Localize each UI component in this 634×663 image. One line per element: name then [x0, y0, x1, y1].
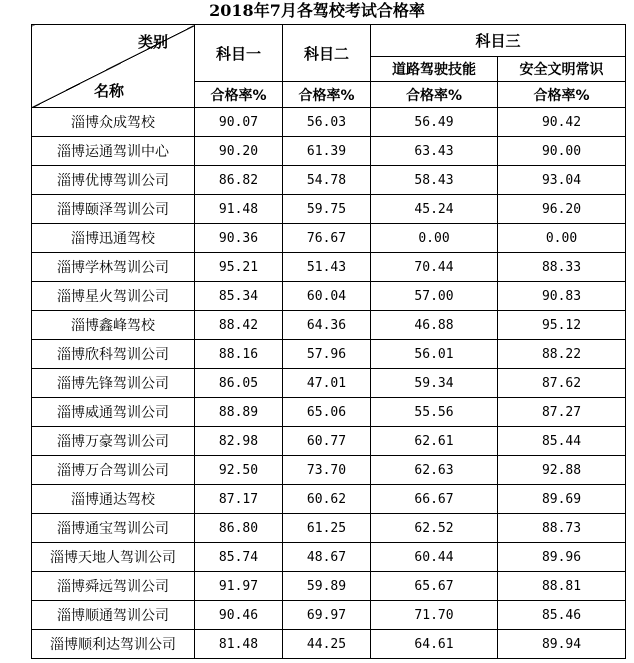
- school-name-cell: 淄博众成驾校: [32, 108, 195, 137]
- subject2-rate-cell: 61.39: [283, 137, 371, 166]
- subject1-rate-cell: 90.36: [195, 224, 283, 253]
- school-name-cell: 淄博欣科驾训公司: [32, 340, 195, 369]
- safety-rate-cell: 96.20: [498, 195, 626, 224]
- table-title: 2018年7月各驾校考试合格率: [209, 1, 425, 20]
- header-category: 类别: [137, 33, 168, 51]
- road-skill-rate-cell: 0.00: [371, 224, 498, 253]
- road-skill-rate-cell: 66.67: [371, 485, 498, 514]
- road-skill-rate-cell: 62.61: [371, 427, 498, 456]
- table-row: [32, 195, 626, 224]
- header-pass-rate-road-skill: 合格率%: [371, 82, 498, 108]
- subject1-rate-cell: 90.07: [195, 108, 283, 137]
- road-skill-rate-cell: 63.43: [371, 137, 498, 166]
- subject2-rate-cell: 47.01: [283, 369, 371, 398]
- subject1-rate-cell: 88.89: [195, 398, 283, 427]
- table-row: [32, 311, 626, 340]
- header-pass-rate-safety: 合格率%: [498, 82, 626, 108]
- header-subject2: 科目二: [283, 25, 371, 82]
- safety-rate-cell: 89.96: [498, 543, 626, 572]
- road-skill-rate-cell: 56.01: [371, 340, 498, 369]
- subject2-rate-cell: 56.03: [283, 108, 371, 137]
- safety-rate-cell: 95.12: [498, 311, 626, 340]
- safety-rate-cell: 88.22: [498, 340, 626, 369]
- road-skill-rate-cell: 71.70: [371, 601, 498, 630]
- subject2-rate-cell: 59.89: [283, 572, 371, 601]
- table-row: [32, 340, 626, 369]
- safety-rate-cell: 0.00: [498, 224, 626, 253]
- subject2-rate-cell: 73.70: [283, 456, 371, 485]
- safety-rate-cell: 93.04: [498, 166, 626, 195]
- subject2-rate-cell: 48.67: [283, 543, 371, 572]
- subject1-rate-cell: 88.16: [195, 340, 283, 369]
- school-name-cell: 淄博学林驾训公司: [32, 253, 195, 282]
- table-row: [32, 572, 626, 601]
- table-row: [32, 282, 626, 311]
- safety-rate-cell: 88.73: [498, 514, 626, 543]
- safety-rate-cell: 87.62: [498, 369, 626, 398]
- subject2-rate-cell: 60.04: [283, 282, 371, 311]
- safety-rate-cell: 92.88: [498, 456, 626, 485]
- safety-rate-cell: 89.94: [498, 630, 626, 659]
- table-row: [32, 137, 626, 166]
- subject1-rate-cell: 85.34: [195, 282, 283, 311]
- safety-rate-cell: 90.83: [498, 282, 626, 311]
- subject1-rate-cell: 91.48: [195, 195, 283, 224]
- subject1-rate-cell: 86.80: [195, 514, 283, 543]
- road-skill-rate-cell: 62.52: [371, 514, 498, 543]
- subject2-rate-cell: 57.96: [283, 340, 371, 369]
- school-name-cell: 淄博鑫峰驾校: [32, 311, 195, 340]
- school-name-cell: 淄博星火驾训公司: [32, 282, 195, 311]
- table-row: [32, 456, 626, 485]
- road-skill-rate-cell: 46.88: [371, 311, 498, 340]
- subject2-rate-cell: 51.43: [283, 253, 371, 282]
- subject1-rate-cell: 87.17: [195, 485, 283, 514]
- road-skill-rate-cell: 70.44: [371, 253, 498, 282]
- school-name-cell: 淄博天地人驾训公司: [32, 543, 195, 572]
- school-name-cell: 淄博通达驾校: [32, 485, 195, 514]
- table-row: [32, 485, 626, 514]
- subject1-rate-cell: 92.50: [195, 456, 283, 485]
- safety-rate-cell: 88.81: [498, 572, 626, 601]
- subject2-rate-cell: 60.77: [283, 427, 371, 456]
- subject2-rate-cell: 76.67: [283, 224, 371, 253]
- school-name-cell: 淄博顺通驾训公司: [32, 601, 195, 630]
- road-skill-rate-cell: 55.56: [371, 398, 498, 427]
- header-pass-rate-subject2: 合格率%: [283, 82, 371, 108]
- road-skill-rate-cell: 60.44: [371, 543, 498, 572]
- subject1-rate-cell: 81.48: [195, 630, 283, 659]
- road-skill-rate-cell: 58.43: [371, 166, 498, 195]
- header-pass-rate-subject1: 合格率%: [195, 82, 283, 108]
- table-row: [32, 427, 626, 456]
- school-name-cell: 淄博威通驾训公司: [32, 398, 195, 427]
- school-name-cell: 淄博舜远驾训公司: [32, 572, 195, 601]
- school-name-cell: 淄博万合驾训公司: [32, 456, 195, 485]
- road-skill-rate-cell: 57.00: [371, 282, 498, 311]
- header-subject1: 科目一: [195, 25, 283, 82]
- school-name-cell: 淄博万豪驾训公司: [32, 427, 195, 456]
- subject2-rate-cell: 44.25: [283, 630, 371, 659]
- safety-rate-cell: 85.46: [498, 601, 626, 630]
- subject1-rate-cell: 91.97: [195, 572, 283, 601]
- safety-rate-cell: 87.27: [498, 398, 626, 427]
- subject2-rate-cell: 64.36: [283, 311, 371, 340]
- table-row: [32, 108, 626, 137]
- table-row: [32, 224, 626, 253]
- header-road-skill: 道路驾驶技能: [371, 57, 498, 82]
- subject1-rate-cell: 82.98: [195, 427, 283, 456]
- subject1-rate-cell: 86.82: [195, 166, 283, 195]
- header-subject3: 科目三: [371, 25, 626, 57]
- table-row: [32, 601, 626, 630]
- subject1-rate-cell: 90.46: [195, 601, 283, 630]
- school-name-cell: 淄博先锋驾训公司: [32, 369, 195, 398]
- road-skill-rate-cell: 62.63: [371, 456, 498, 485]
- safety-rate-cell: 89.69: [498, 485, 626, 514]
- subject1-rate-cell: 86.05: [195, 369, 283, 398]
- subject2-rate-cell: 69.97: [283, 601, 371, 630]
- table-row: [32, 630, 626, 659]
- school-name-cell: 淄博颐泽驾训公司: [32, 195, 195, 224]
- school-name-cell: 淄博优博驾训公司: [32, 166, 195, 195]
- road-skill-rate-cell: 59.34: [371, 369, 498, 398]
- header-category-name-cell: [32, 25, 195, 108]
- safety-rate-cell: 85.44: [498, 427, 626, 456]
- header-safety-knowledge: 安全文明常识: [498, 57, 626, 82]
- road-skill-rate-cell: 45.24: [371, 195, 498, 224]
- subject1-rate-cell: 85.74: [195, 543, 283, 572]
- table-row: [32, 514, 626, 543]
- subject1-rate-cell: 95.21: [195, 253, 283, 282]
- subject2-rate-cell: 59.75: [283, 195, 371, 224]
- school-name-cell: 淄博顺利达驾训公司: [32, 630, 195, 659]
- table-row: [32, 398, 626, 427]
- subject2-rate-cell: 61.25: [283, 514, 371, 543]
- table-row: [32, 543, 626, 572]
- safety-rate-cell: 88.33: [498, 253, 626, 282]
- subject1-rate-cell: 90.20: [195, 137, 283, 166]
- school-name-cell: 淄博通宝驾训公司: [32, 514, 195, 543]
- subject2-rate-cell: 60.62: [283, 485, 371, 514]
- table-row: [32, 253, 626, 282]
- table-row: [32, 369, 626, 398]
- table-row: [32, 166, 626, 195]
- road-skill-rate-cell: 64.61: [371, 630, 498, 659]
- road-skill-rate-cell: 65.67: [371, 572, 498, 601]
- safety-rate-cell: 90.42: [498, 108, 626, 137]
- road-skill-rate-cell: 56.49: [371, 108, 498, 137]
- subject2-rate-cell: 65.06: [283, 398, 371, 427]
- school-name-cell: 淄博运通驾训中心: [32, 137, 195, 166]
- subject1-rate-cell: 88.42: [195, 311, 283, 340]
- safety-rate-cell: 90.00: [498, 137, 626, 166]
- subject2-rate-cell: 54.78: [283, 166, 371, 195]
- pass-rate-table: [31, 24, 626, 659]
- school-name-cell: 淄博迅通驾校: [32, 224, 195, 253]
- header-name: 名称: [94, 82, 125, 100]
